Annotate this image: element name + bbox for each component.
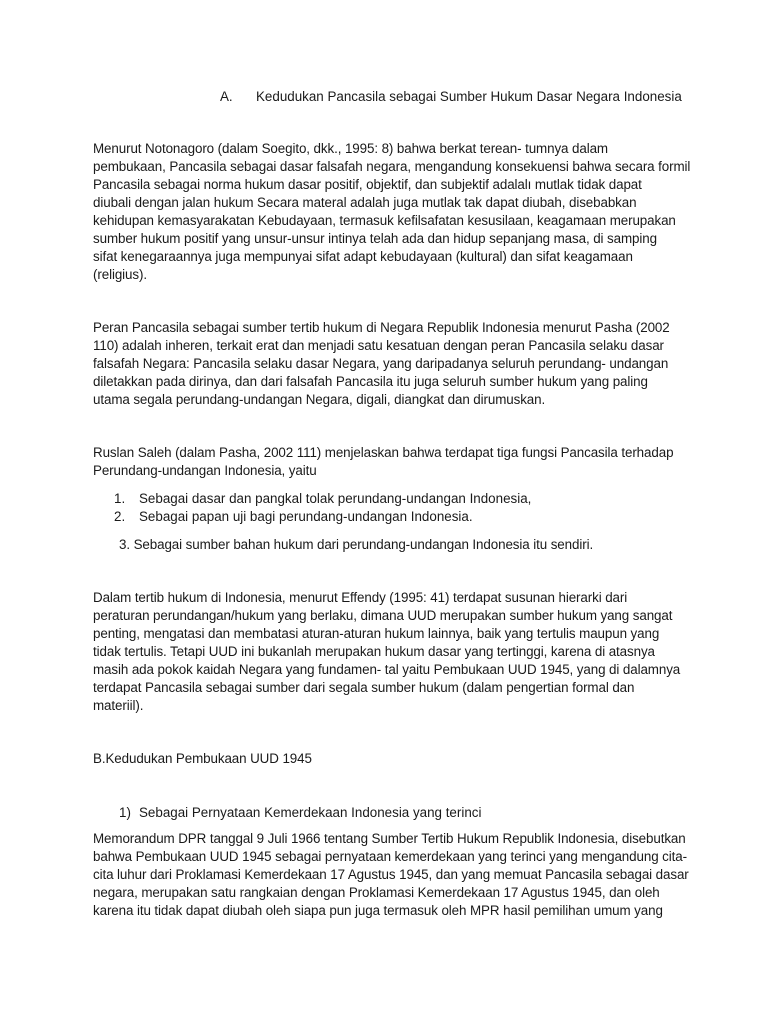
para2-line: falsafah Negara: Pancasila selaku dasar Negara, yang daripadanya seluruh perundang- undangan [93,356,669,371]
para4-line: masih ada pokok kaidah Negara yang fundamen- tal yaitu Pembukaan UUD 1945, yang di dalamnya [93,662,681,677]
section-b-heading: B.Kedudukan Pembukaan UUD 1945 [93,751,312,766]
list-item-text: Sebagai papan uji bagi perundang-undangan Indonesia. [139,509,473,524]
para4-line: Dalam tertib hukum di Indonesia, menurut Effendy (1995: 41) terdapat susunan hierarki dari [93,590,628,605]
section-a-marker: A. [220,89,233,104]
para5-line: cita luhur dari Proklamasi Kemerdekaan 17 Agustus 1945, dan yang memuat Pancasila sebagai dasar [93,867,689,882]
list-item-marker: 1. [114,491,126,506]
para5-line: Memorandum DPR tanggal 9 Juli 1966 tentang Sumber Tertib Hukum Republik Indonesia, disebutkan [93,831,686,846]
para5-line: negara, merupakan satu rangkaian dengan Proklamasi Kemerdekaan 17 Agustus 1945, dan oleh [93,885,660,900]
para4-line: peraturan perundangan/hukum yang berlaku, dimana UUD merupakan sumber hukum yang sangat [93,608,673,623]
section-a-title: Kedudukan Pancasila sebagai Sumber Hukum Dasar Negara Indonesia [256,89,682,104]
para3-line: Ruslan Saleh (dalam Pasha, 2002 111) menjelaskan bahwa terdapat tiga fungsi Pancasila terhadap [93,445,674,460]
list-item-text: Sebagai dasar dan pangkal tolak perundang-undangan Indonesia, [139,491,532,506]
para1-line: diubali dengan jalan hukum Secara materal adalah juga mutlak tak dapat diubah, disebabkan [93,195,637,210]
para1-line: (religius). [93,267,147,282]
para3-line: Perundang-undangan Indonesia, yaitu [93,463,317,478]
para1-line: pembukaan, Pancasila sebagai dasar falsafah negara, mengandung konsekuensi bahwa secara formil [93,159,691,174]
para4-line: penting, mengatasi dan membatasi aturan-aturan hukum lainnya, baik yang tertulis maupun yang [93,626,660,641]
para1-line: kehidupan kemasyarakatan Kebudayaan, termasuk kefilsafatan kesusilaan, keagamaan merupakan [93,213,676,228]
para5-line: bahwa Pembukaan UUD 1945 sebagai pernyataan kemerdekaan yang terinci yang mengandung cita- [93,849,687,864]
para4-line: materiil). [93,698,144,713]
list-item-marker: 2. [114,509,126,524]
para4-line: terdapat Pancasila sebagai sumber dari segala sumber hukum (dalam pengertian formal dan [93,680,635,695]
para1-line: Menurut Notonagoro (dalam Soegito, dkk., 1995: 8) bahwa berkat terean- tumnya dalam [93,141,608,156]
sub-item-text: Sebagai Pernyataan Kemerdekaan Indonesia yang terinci [139,805,482,820]
sub-item-marker: 1) [119,805,131,820]
para2-line: diletakkan pada dirinya, dan dari falsafah Pancasila itu juga seluruh sumber hukum yang paling [93,374,648,389]
para1-line: Pancasila sebagai norma hukum dasar positif, objektif, dan subjektif adalalı mutlak tidak dapat [93,177,642,192]
para2-line: utama segala perundang-undangan Negara, digali, diangkat dan dirumuskan. [93,392,546,407]
para5-line: karena itu tidak dapat diubah oleh siapa pun juga termasuk oleh MPR hasil pemilihan umum yang [93,903,663,918]
para2-line: 110) adalah inheren, terkait erat dan menjadi satu kesatuan dengan peran Pancasila selaku dasar [93,338,664,353]
para1-line: sifat kenegaraannya juga mempunyai sifat adapt kebudayaan (kultural) dan sifat keagamaan [93,249,633,264]
para2-line: Peran Pancasila sebagai sumber tertib hukum di Negara Republik Indonesia menurut Pasha (2002 [93,320,670,335]
list-item-3: 3. Sebagai sumber bahan hukum dari perundang-undangan Indonesia itu sendiri. [119,537,594,552]
para1-line: sumber hukum positif yang unsur-unsur intinya telah ada dan hidup sepanjang masa, di samping [93,231,657,246]
section-a-heading [220,88,682,106]
para4-line: tidak tertulis. Tetapi UUD ini bukanlah merupakan hukum dasar yang tertinggi, karena di atasnya [93,644,655,659]
